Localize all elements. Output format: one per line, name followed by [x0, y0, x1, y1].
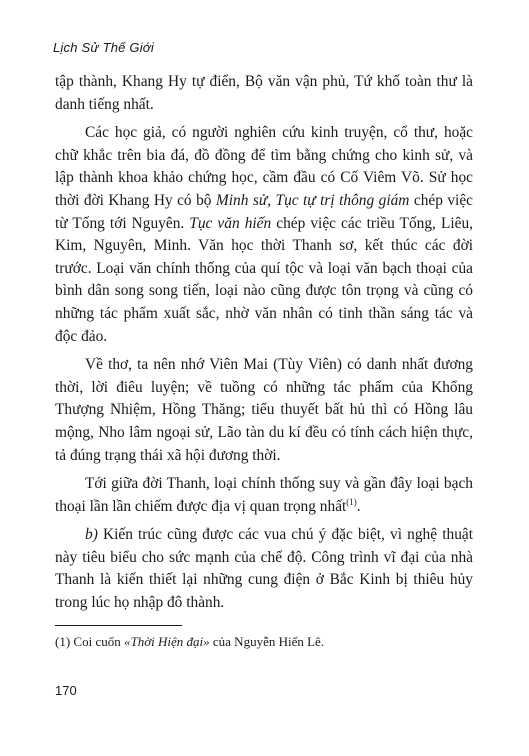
footnote-reference: (1) — [346, 496, 357, 507]
book-title-tuc-van-hien: Tục văn hiến — [189, 214, 272, 232]
book-title-minh-su: Minh sử, Tục tự trị thông giám — [215, 191, 410, 209]
footnote-marker: (1) Coi cuốn — [55, 634, 124, 649]
paragraph-2 — [55, 122, 473, 348]
paragraph-2-part-a: Các học giả, có người nghiên cứu kinh truyện, cổ thư, hoặc chữ khắc trên bia đá, đồ đồng để tìm bằng chứng cho kinh sử, và lập thành khoa khảo chứng học, cầm đầu có Cố Viêm Võ. Sử học thời đời Khang Hy có bộ — [55, 124, 473, 209]
paragraph-3: Về thơ, ta nên nhớ Viên Mai (Tùy Viên) có danh nhất đương thời, lời điêu luyện; về tuồng có những tác phẩm của Khổng Thượng Nhiệm, Hồng Thăng; tiểu thuyết bất hủ thì có Hồng lâu mộng, Nho lâm ngoại sử, Lão tàn du kí đều có tính cách hiện thực, tả đúng trạng thái xã hội đương thời. — [55, 356, 473, 464]
paragraph-2-part-c: chép việc các triều Tống, Liêu, Kim, Nguyên, Minh. Văn học thời Thanh sơ, kết thúc các đời trước. Loại văn chính thống của quí tộc và loại văn bạch thoại của bình dân song song tiến, loại nào cũng được tôn trọng và cũng có những tác phẩm xuất sắc, nhờ văn nhân có tinh thần sáng tác và độc đảo. — [55, 214, 473, 345]
paragraph-4 — [55, 473, 473, 518]
footnote-rest: của Nguyễn Hiến Lê. — [209, 634, 325, 649]
main-text — [55, 71, 473, 621]
section-label: b) — [85, 526, 98, 544]
footnote-divider — [55, 625, 182, 626]
paragraph-1: tập thành, Khang Hy tự điển, Bộ văn vận phủ, Tứ khố toàn thư là danh tiếng nhất. — [55, 73, 473, 113]
paragraph-4-end: . — [356, 497, 361, 515]
running-header: Lịch Sử Thế Giới — [53, 40, 154, 55]
page-number: 170 — [55, 683, 77, 698]
footnote — [55, 633, 475, 651]
footnote-book-title: «Thời Hiện đại» — [123, 634, 210, 649]
paragraph-5-text: Kiến trúc cũng được các vua chú ý đặc biệt, vì nghệ thuật này tiêu biểu cho sức mạnh của chế độ. Công trình vĩ đại của nhà Thanh là kiến thiết lại những cung điện ở Bắc Kinh bị thiêu hủy trong lúc họ nhập đô thành. — [55, 526, 473, 612]
paragraph-2-part-b: chép việc từ Tống tới Nguyên. — [55, 191, 473, 232]
paragraph-5 — [55, 524, 473, 614]
paragraph-4-text: Tới giữa đời Thanh, loại chính thống suy và gần đây loại bạch thoại lần lần chiếm được địa vị quan trọng nhất — [55, 475, 473, 515]
